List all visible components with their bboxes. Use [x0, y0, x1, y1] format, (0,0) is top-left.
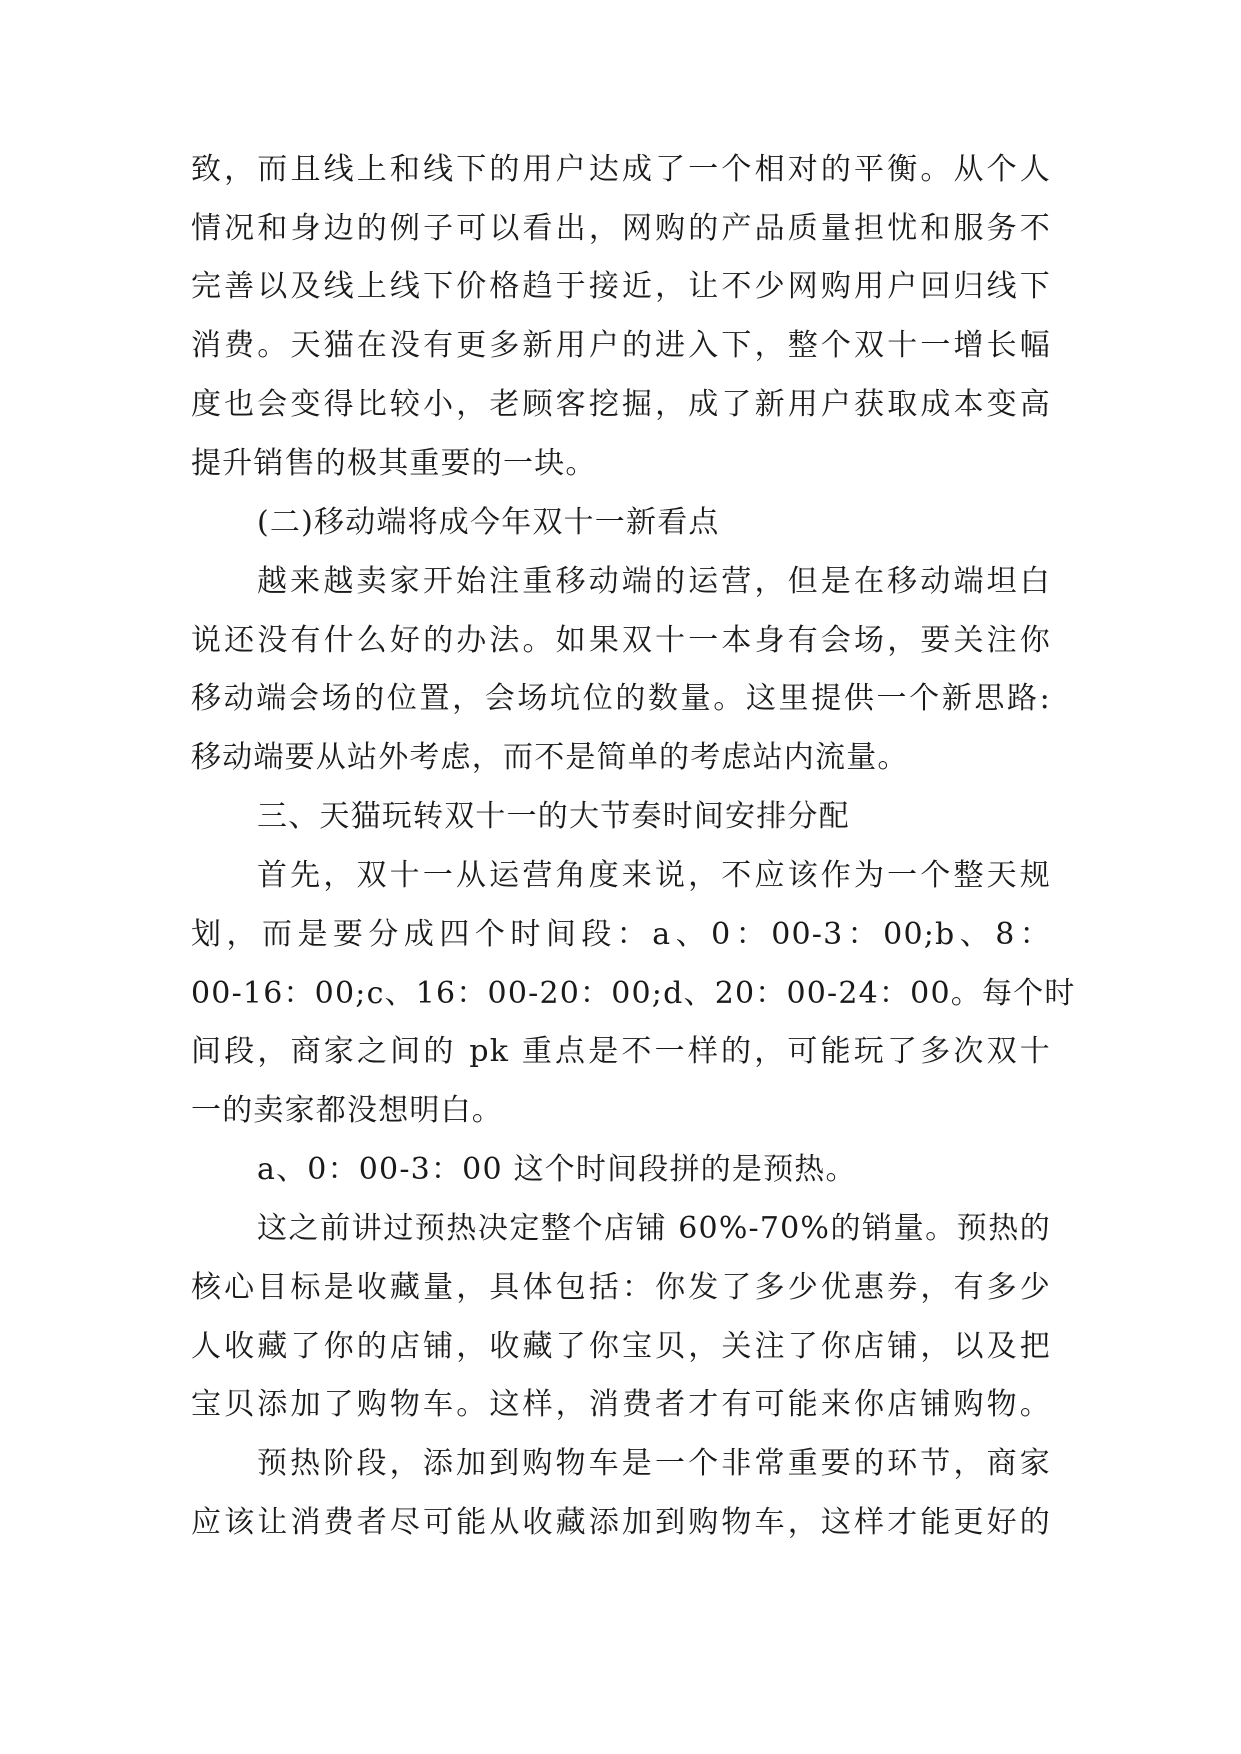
text-line: 应该让消费者尽可能从收藏添加到购物车，这样才能更好的 [191, 1505, 1051, 1540]
text-line: 这之前讲过预热决定整个店铺 60%-70%的销量。预热的 [257, 1211, 1051, 1246]
text-line: 移动端会场的位置，会场坑位的数量。这里提供一个新思路: [191, 681, 1051, 716]
text-line: 人收藏了你的店铺，收藏了你宝贝，关注了你店铺，以及把 [191, 1329, 1051, 1364]
text-line: 间段，商家之间的 pk 重点是不一样的，可能玩了多次双十 [191, 1034, 1051, 1069]
text-line: 说还没有什么好的办法。如果双十一本身有会场，要关注你 [191, 623, 1051, 658]
text-line: 度也会变得比较小，老顾客挖掘，成了新用户获取成本变高 [191, 387, 1051, 422]
section-heading: 三、天猫玩转双十一的大节奏时间安排分配 [257, 799, 850, 834]
text-line: 一的卖家都没想明白。 [191, 1093, 503, 1128]
text-line: 提升销售的极其重要的一块。 [191, 446, 597, 481]
text-line: 情况和身边的例子可以看出，网购的产品质量担忧和服务不 [191, 211, 1051, 246]
text-line: 移动端要从站外考虑，而不是简单的考虑站内流量。 [191, 740, 909, 775]
text-line: 宝贝添加了购物车。这样，消费者才有可能来你店铺购物。 [191, 1387, 1051, 1422]
text-line: 致，而且线上和线下的用户达成了一个相对的平衡。从个人 [191, 152, 1051, 187]
text-line: 00-16：00;c、16：00-20：00;d、20：00-24：00。每个时 [191, 976, 1076, 1011]
text-line: 首先，双十一从运营角度来说，不应该作为一个整天规 [257, 858, 1051, 893]
text-line: 完善以及线上线下价格趋于接近，让不少网购用户回归线下 [191, 269, 1051, 304]
text-line: a、0：00-3：00 这个时间段拼的是预热。 [257, 1152, 857, 1187]
text-line: 划，而是要分成四个时间段：a、0：00-3：00;b、8： [191, 917, 1051, 952]
section-heading: (二)移动端将成今年双十一新看点 [257, 505, 720, 540]
text-line: 核心目标是收藏量，具体包括：你发了多少优惠券，有多少 [191, 1270, 1051, 1305]
text-line: 预热阶段，添加到购物车是一个非常重要的环节，商家 [257, 1446, 1051, 1481]
text-line: 消费。天猫在没有更多新用户的进入下，整个双十一增长幅 [191, 328, 1051, 363]
text-line: 越来越卖家开始注重移动端的运营，但是在移动端坦白 [257, 564, 1051, 599]
